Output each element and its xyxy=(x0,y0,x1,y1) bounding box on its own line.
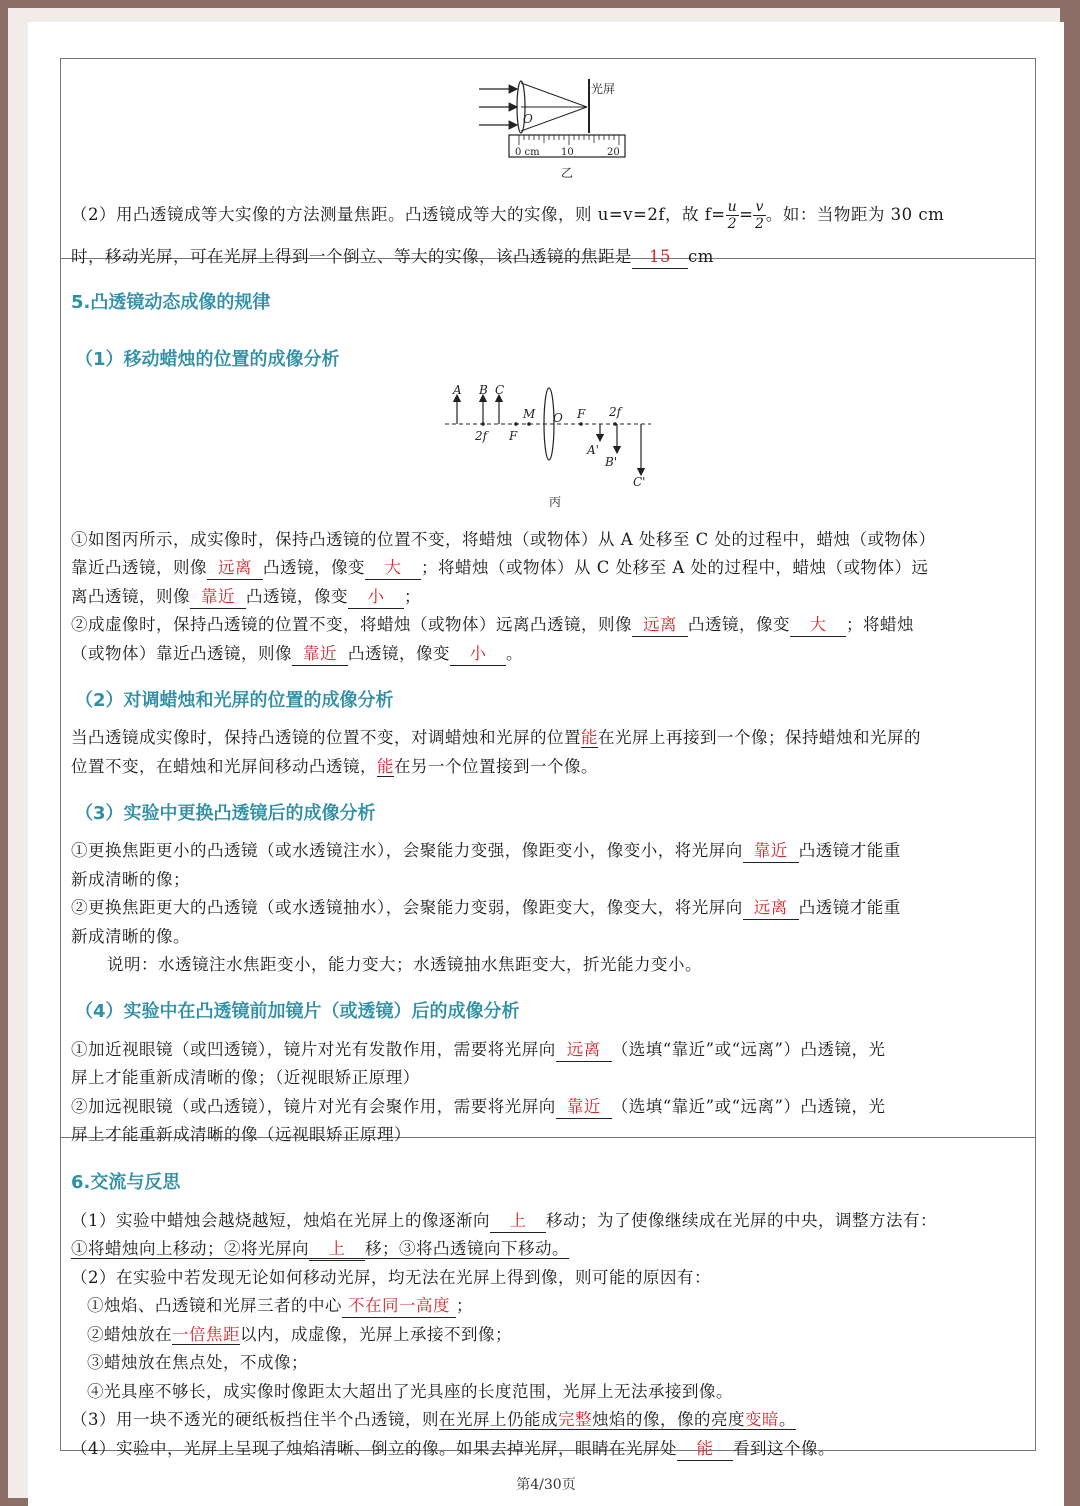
label-a-img: A' xyxy=(587,443,599,457)
answer-blank: 靠近 xyxy=(743,840,799,863)
answer-text: 完整 xyxy=(558,1410,592,1429)
answer-blank: 能 xyxy=(677,1438,733,1461)
para-2-2: （或物体）靠近凸透镜，则像 靠近 凸透镜，像变 小 。 xyxy=(71,640,1025,669)
answer-text: 能 xyxy=(377,757,394,776)
section-5 xyxy=(60,258,1036,1144)
lens-para-1: ①更换焦距更小的凸透镜（或水透镜注水），会聚能力变强，像距变小，像变小，将光屏向 靠近 凸透镜才能重 xyxy=(71,837,1025,866)
glasses-para-4: 屏上才能重新成清晰的像（远视眼矫正原理） xyxy=(71,1125,411,1144)
glasses-para-2: 屏上才能重新成清晰的像；（近视眼矫正原理） xyxy=(71,1068,420,1087)
ruler-20: 20 xyxy=(607,147,620,158)
reflect-para-5: （4）实验中，光屏上呈现了烛焰清晰、倒立的像。如果去掉光屏，眼睛在光屏处 能 看到这个像。 xyxy=(71,1435,1025,1464)
section-title: 6.交流与反思 xyxy=(71,1172,181,1193)
label-c: C xyxy=(495,383,505,397)
label-m: M xyxy=(523,407,536,421)
reflect-para-2: ①将蜡烛向上移动；②将光屏向 上 移；③将凸透镜向下移动。 xyxy=(71,1235,1025,1264)
figure-caption-bing: 丙 xyxy=(549,495,562,508)
reflect-item-1: ①烛焰、凸透镜和光屏三者的中心 不在同一高度 ； xyxy=(87,1292,1025,1321)
reflect-para-1: （1）实验中蜡烛会越烧越短，烛焰在光屏上的像逐渐向 上 移动；为了使像继续成在光屏的中央，调整方法有： xyxy=(71,1207,1025,1236)
answer-blank: 大 xyxy=(790,614,846,637)
para-1-1: ①如图丙所示，成实像时，保持凸透镜的位置不变，将蜡烛（或物体）从 A 处移至 C 处的过程中，蜡烛（或物体） xyxy=(71,530,936,549)
lens-ruler-figure xyxy=(479,65,659,185)
subsection-title: （3）实验中更换凸透镜后的成像分析 xyxy=(75,803,376,824)
label-2f-right: 2f xyxy=(609,405,622,419)
answer-blank: 远离 xyxy=(207,557,263,580)
lens-para-2: 新成清晰的像； xyxy=(71,870,190,889)
para-1-2: 靠近凸透镜，则像 远离 凸透镜，像变 大 ；将蜡烛（或物体）从 C 处移至 A 处的过程中，蜡烛（或物体）远 xyxy=(71,554,1025,583)
answer-text: 一倍焦距 xyxy=(172,1325,240,1344)
fraction-u-over-2: $\frac{u}{2}$ xyxy=(727,199,738,232)
page-sheet xyxy=(28,22,1064,1506)
answer-blank: 15 xyxy=(632,246,688,269)
figure-caption-yi: 乙 xyxy=(561,166,574,180)
answer-blank: 靠近 xyxy=(292,643,348,666)
answer-blank: 不在同一高度 xyxy=(342,1295,456,1318)
page-frame xyxy=(8,8,1060,1498)
answer-blank: 远离 xyxy=(632,614,688,637)
reflect-para-3: （2）在实验中若发现无论如何移动光屏，均无法在光屏上得到像，则可能的原因有： xyxy=(71,1268,711,1287)
imaging-diagram xyxy=(441,382,671,508)
answer-blank: 上 xyxy=(309,1238,365,1261)
label-b: B xyxy=(479,383,488,397)
label-screen: 光屏 xyxy=(591,82,616,96)
lens-para-3: ②更换焦距更大的凸透镜（或水透镜抽水），会聚能力变弱，像距变大，像变大，将光屏向 远离 凸透镜才能重 xyxy=(71,894,1025,923)
reflect-item-2: ②蜡烛放在一倍焦距以内，成虚像，光屏上承接不到像； xyxy=(87,1325,512,1344)
lens-note: 说明：水透镜注水焦距变小，能力变大；水透镜抽水焦距变大，折光能力变小。 xyxy=(107,955,702,974)
answer-blank: 远离 xyxy=(743,897,799,920)
page-number: 第4/30页 xyxy=(516,1477,576,1493)
answer-blank: 小 xyxy=(348,586,404,609)
section-title: 5.凸透镜动态成像的规律 xyxy=(71,292,271,313)
label-o: O xyxy=(553,411,563,425)
answer-blank: 靠近 xyxy=(190,586,246,609)
section-focal-length xyxy=(60,58,1036,266)
label-f-left: F xyxy=(509,429,518,443)
text: cm xyxy=(688,247,714,266)
label-f-right: F xyxy=(577,407,586,421)
answer-blank: 大 xyxy=(365,557,421,580)
label-a: A xyxy=(453,383,462,397)
focal-length-para-1 xyxy=(71,199,1025,232)
swap-para-1: 当凸透镜成实像时，保持凸透镜的位置不变，对调蜡烛和光屏的位置能在光屏上再接到一个像；保持蜡烛和光屏的 xyxy=(71,728,921,747)
answer-text: 能 xyxy=(581,728,598,747)
section-6 xyxy=(60,1137,1036,1458)
subsection-title: （4）实验中在凸透镜前加镜片（或透镜）后的成像分析 xyxy=(75,1001,520,1022)
ruler-10: 10 xyxy=(561,147,574,158)
subsection-title: （2）对调蜡烛和光屏的位置的成像分析 xyxy=(75,690,394,711)
para-2-1: ②成虚像时，保持凸透镜的位置不变，将蜡烛（或物体）远离凸透镜，则像 远离 凸透镜，像变 大 ；将蜡烛 xyxy=(71,611,1025,640)
label-c-img: C' xyxy=(633,475,646,489)
answer-blank: 小 xyxy=(450,643,506,666)
ruler-0: 0 cm xyxy=(515,147,540,158)
lens-para-4: 新成清晰的像。 xyxy=(71,927,190,946)
label-o: O xyxy=(523,112,533,126)
fraction-v-over-2: $\frac{v}{2}$ xyxy=(754,199,765,232)
answer-blank: 远离 xyxy=(556,1039,612,1062)
para-1-3: 离凸透镜，则像 靠近 凸透镜，像变 小 ； xyxy=(71,583,1025,612)
text: 。如：当物距为 30 cm xyxy=(765,205,945,224)
answer-blank: 上 xyxy=(490,1210,546,1233)
subsection-title: （1）移动蜡烛的位置的成像分析 xyxy=(75,349,340,370)
reflect-para-4: （3）用一块不透光的硬纸板挡住半个凸透镜，则在光屏上仍能成完整烛焰的像，像的亮度变暗。 xyxy=(71,1410,796,1429)
answer-blank: 靠近 xyxy=(556,1096,612,1119)
reflect-item-3: ③蜡烛放在焦点处，不成像； xyxy=(87,1353,308,1372)
reflect-item-4: ④光具座不够长，成实像时像距太大超出了光具座的长度范围，光屏上无法承接到像。 xyxy=(87,1382,733,1401)
equals: = xyxy=(739,205,754,224)
text: 时，移动光屏，可在光屏上得到一个倒立、等大的实像，该凸透镜的焦距是 xyxy=(71,247,632,266)
label-2f-left: 2f xyxy=(475,429,488,443)
swap-para-2: 位置不变，在蜡烛和光屏间移动凸透镜，能在另一个位置接到一个像。 xyxy=(71,757,598,776)
answer-text: 变暗 xyxy=(745,1410,779,1429)
label-b-img: B' xyxy=(605,455,618,469)
text: （2）用凸透镜成等大实像的方法测量焦距。凸透镜成等大的实像，则 u=v=2f，故 f= xyxy=(71,205,726,224)
glasses-para-3: ②加远视眼镜（或凸透镜），镜片对光有会聚作用，需要将光屏向 靠近 （选填“靠近”或“远离”）凸透镜，光 xyxy=(71,1093,1025,1122)
glasses-para-1: ①加近视眼镜（或凹透镜），镜片对光有发散作用，需要将光屏向 远离 （选填“靠近”或“远离”）凸透镜，光 xyxy=(71,1036,1025,1065)
